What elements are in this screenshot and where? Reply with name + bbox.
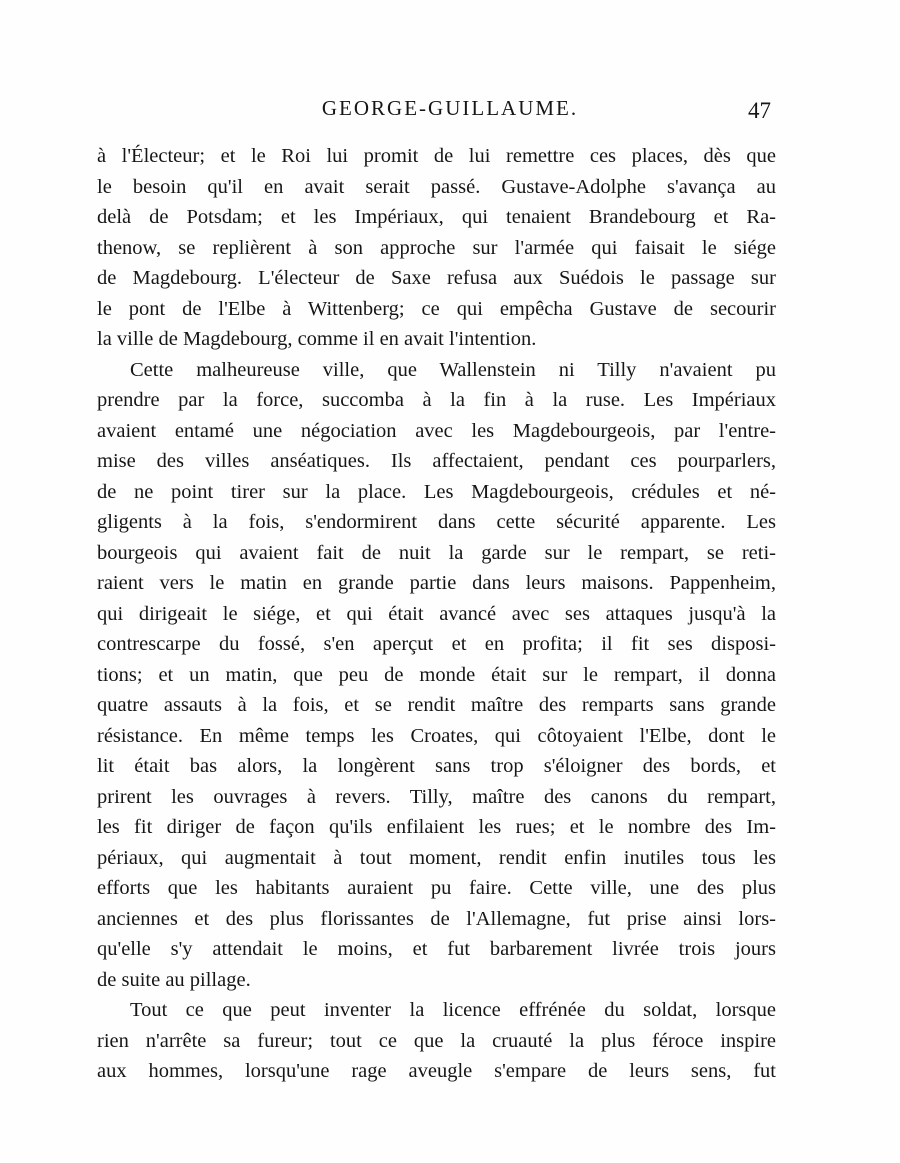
text-line: thenow, se replièrent à son approche sur l'armée qui faisait le siége [97, 236, 776, 259]
text-line: raient vers le matin en grande partie dans leurs maisons. Pappenheim, [97, 572, 776, 594]
text-line: avaient entamé une négociation avec les Magdebourgeois, par l'entre- [97, 419, 776, 442]
text-line: les fit diriger de façon qu'ils enfilaient les rues; et le nombre des Im- [97, 816, 776, 838]
text-line: à l'Électeur; et le Roi lui promit de lui remettre ces places, dès que [97, 145, 776, 167]
text-line: quatre assauts à la fois, et se rendit maître des remparts sans grande [97, 694, 776, 716]
text-line: périaux, qui augmentait à tout moment, rendit enfin inutiles tous les [97, 846, 776, 869]
text-line: le pont de l'Elbe à Wittenberg; ce qui empêcha Gustave de secourir [97, 297, 776, 320]
text-line: Tout ce que peut inventer la licence effrénée du soldat, lorsque [130, 999, 776, 1021]
text-line: tions; et un matin, que peu de monde était sur le rempart, il donna [97, 663, 776, 686]
text-line: prendre par la force, succomba à la fin à la ruse. Les Impériaux [97, 389, 776, 411]
text-line: contrescarpe du fossé, s'en aperçut et en profita; il fit ses disposi- [97, 633, 776, 655]
page-number: 47 [748, 98, 771, 123]
body-text [97, 141, 776, 1087]
text-line: Cette malheureuse ville, que Wallenstein ni Tilly n'avaient pu [130, 358, 776, 381]
text-line: le besoin qu'il en avait serait passé. Gustave-Adolphe s'avança au [97, 175, 776, 198]
text-line: bourgeois qui avaient fait de nuit la garde sur le rempart, se reti- [97, 541, 776, 564]
text-line: de ne point tirer sur la place. Les Magdebourgeois, crédules et né- [97, 480, 776, 503]
text-line: gligents à la fois, s'endormirent dans cette sécurité apparente. Les [97, 511, 776, 533]
text-line: de Magdebourg. L'électeur de Saxe refusa aux Suédois le passage sur [97, 267, 776, 289]
text-line: lit était bas alors, la longèrent sans trop s'éloigner des bords, et [97, 755, 776, 777]
text-line: delà de Potsdam; et les Impériaux, qui tenaient Brandebourg et Ra- [97, 206, 776, 228]
text-line: la ville de Magdebourg, comme il en avait l'intention. [97, 328, 537, 350]
text-line: aux hommes, lorsqu'une rage aveugle s'empare de leurs sens, fut [97, 1060, 776, 1082]
text-line: de suite au pillage. [97, 968, 251, 991]
text-line: résistance. En même temps les Croates, qui côtoyaient l'Elbe, dont le [97, 724, 776, 747]
text-line: mise des villes anséatiques. Ils affectaient, pendant ces pourparlers, [97, 450, 776, 472]
text-line: qui dirigeait le siége, et qui était avancé avec ses attaques jusqu'à la [97, 602, 776, 625]
text-line: prirent les ouvrages à revers. Tilly, maître des canons du rempart, [97, 785, 776, 808]
text-line: anciennes et des plus florissantes de l'Allemagne, fut prise ainsi lors- [97, 907, 776, 930]
text-line: qu'elle s'y attendait le moins, et fut barbarement livrée trois jours [97, 938, 776, 960]
text-line: rien n'arrête sa fureur; tout ce que la cruauté la plus féroce inspire [97, 1029, 776, 1052]
running-head: GEORGE-GUILLAUME. [321, 96, 579, 120]
text-line: efforts que les habitants auraient pu faire. Cette ville, une des plus [97, 877, 776, 899]
